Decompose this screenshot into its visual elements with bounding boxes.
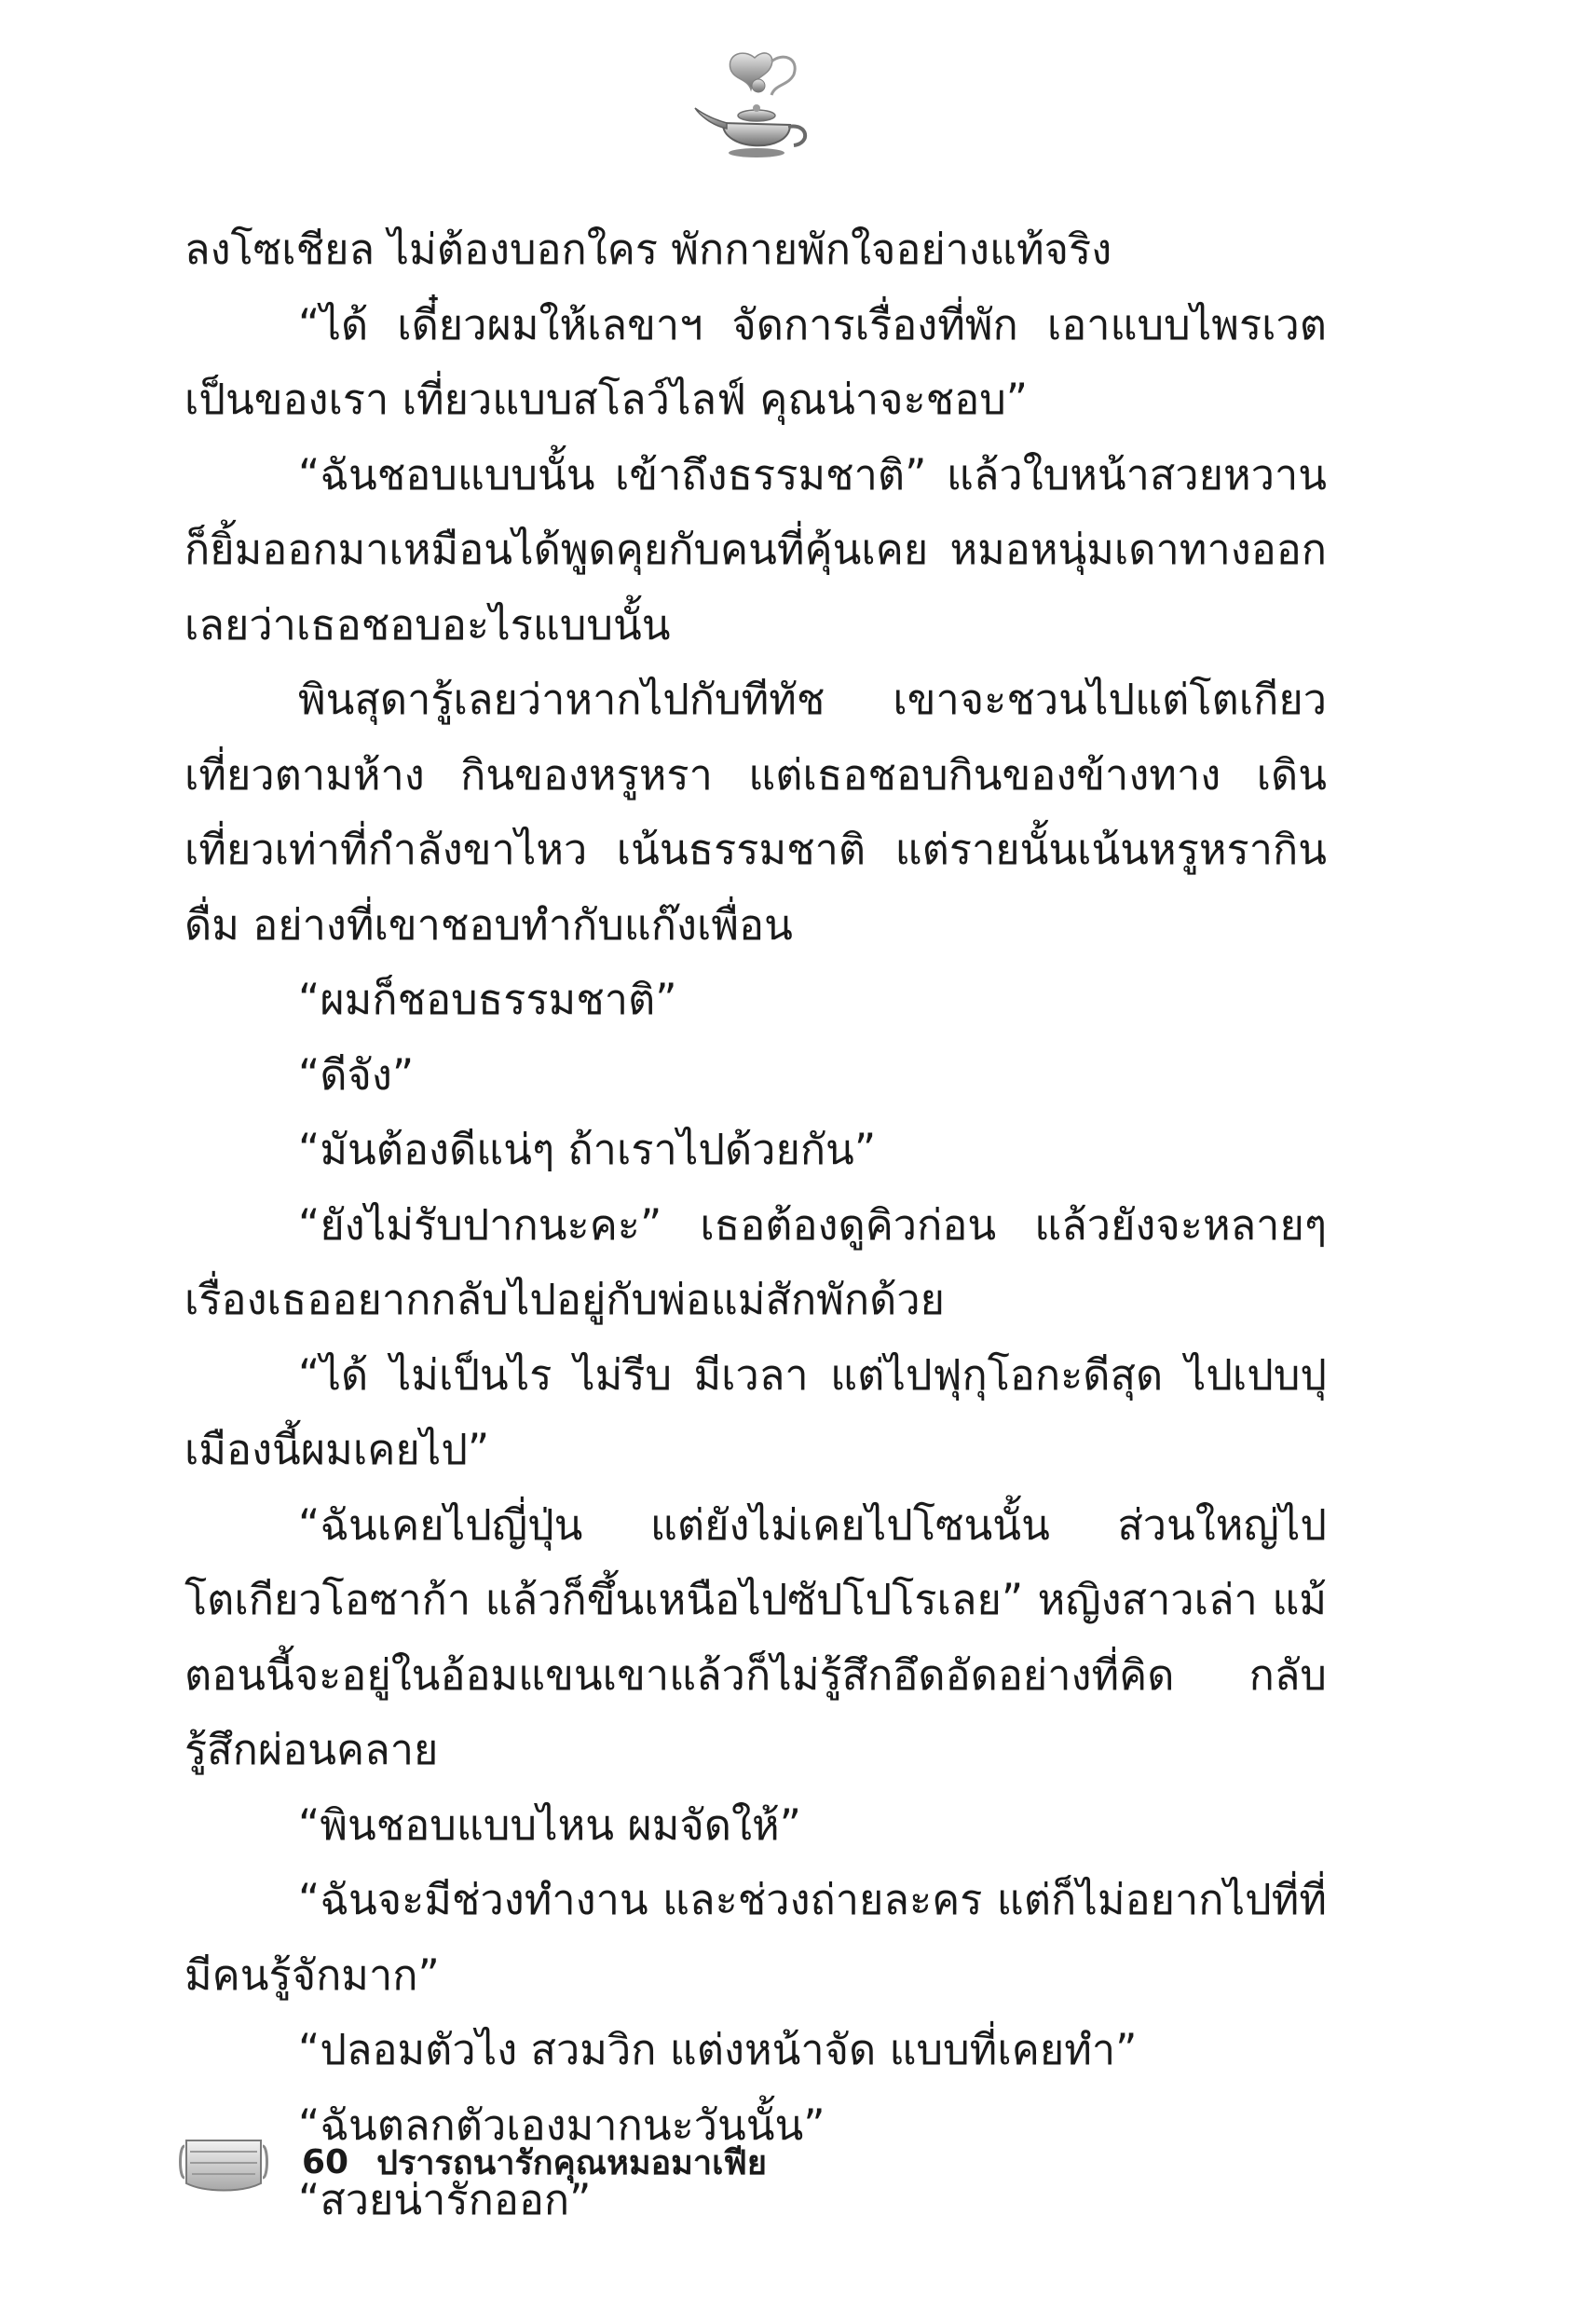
paragraph: “มันต้องดีแน่ๆ ถ้าเราไปด้วยกัน” [298,1125,877,1174]
page-number: 60 [302,2142,349,2181]
page-footer [177,2125,767,2199]
paragraph: “ยังไม่รับปากนะคะ” เธอต้องดูคิวก่อน แล้วยังจะหลายๆ เรื่องเธออยากกลับไปอยู่กับพ่อแม่สักพักด้วย [184,1199,1327,1324]
paragraph: “ปลอมตัวไง สวมวิก แต่งหน้าจัด แบบที่เคยทำ” [298,2025,1138,2074]
paragraph: “ได้ ไม่เป็นไร ไม่รีบ มีเวลา แต่ไปฟุกุโอกะดีสุด ไปเปบปุ เมืองนี้ผมเคยไป” [184,1349,1327,1474]
paragraph: “ฉันเคยไปญี่ปุ่น แต่ยังไม่เคยไปโซนนั้น ส่วนใหญ่ไปโตเกียวโอซาก้า แล้วก็ขึ้นเหนือไปซัปโปโรเลย” หญิงสาวเล่า แม้ตอนนี้จะอยู่ในอ้อมแขนเขาแล้วก็ไม่รู้สึกอึดอัดอย่างที่คิด กลับรู้สึกผ่อนคลาย [184,1499,1327,1774]
paragraph: “ผมก็ชอบธรรมชาติ” [298,975,677,1024]
paragraph: “สวยน่ารักออก” [298,2175,592,2224]
paragraph: “ฉันตลกตัวเองมากนะวันนั้น” [298,2099,825,2150]
book-title: ปรารถนารักคุณหมอมาเฟีย [376,2143,767,2182]
paragraph: พินสุดารู้เลยว่าหากไปกับทีทัช เขาจะชวนไปแต่โตเกียว เที่ยวตามห้าง กินของหรูหรา แต่เธอชอบกินของข้างทาง เดินเที่ยวเท่าที่กำลังขาไหว เน้นธรรมชาติ แต่รายนั้นเน้นหรูหรากินดื่ม อย่างที่เขาชอบทำกับแก๊งเพื่อน [184,675,1327,950]
paragraph: “ได้ เดี๋ยวผมให้เลขาฯ จัดการเรื่องที่พัก เอาแบบไพรเวตเป็นของเรา เที่ยวแบบสโลว์ไลฟ์ คุณน่าจะชอบ” [184,299,1327,424]
paragraph: “ดีจัง” [298,1049,415,1100]
paragraph: “ฉันจะมีช่วงทำงาน และช่วงถ่ายละคร แต่ก็ไม่อยากไปที่ที่มีคนรู้จักมาก” [184,1875,1327,2000]
paragraph: ลงโซเชียล ไม่ต้องบอกใคร พักกายพักใจอย่างแท้จริง [184,225,1112,274]
angel-teapot-ornament-icon [689,48,820,170]
story-text [184,212,1327,2238]
paragraph: “ฉันชอบแบบนั้น เข้าถึงธรรมชาติ” แล้วใบหน้าสวยหวานก็ยิ้มออกมาเหมือนได้พูดคุยกับคนที่คุ้นเคย หมอหนุ่มเดาทางออกเลยว่าเธอชอบอะไรแบบนั้น [184,449,1327,650]
face-mask-icon [177,2129,270,2195]
paragraph: “พินชอบแบบไหน ผมจัดให้” [298,1799,801,1850]
